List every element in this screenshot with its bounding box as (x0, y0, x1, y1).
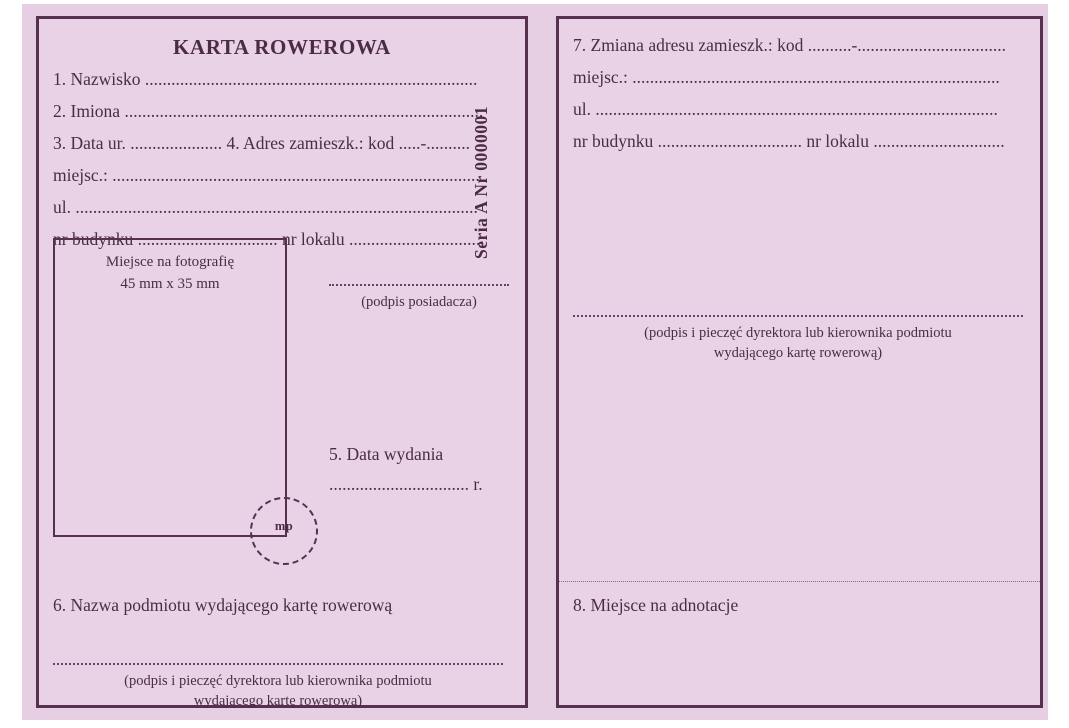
back-issuer-caption-line-2: wydającego kartę rowerową) (713, 344, 883, 361)
issuer-signature-rule (53, 663, 503, 665)
field-6-label: 6. Nazwa podmiotu wydającego kartę rowerową (53, 595, 393, 615)
field-ulica: ul. ............................................................................................ (53, 197, 478, 217)
back-issuer-signature-caption (573, 324, 1023, 363)
field-data-ur-adres: 3. Data ur. ..................... 4. Adres zamieszk.: kod .....-.......... (53, 133, 471, 153)
issuer-caption-line-1: (podpis i pieczęć dyrektora lub kierownika podmiotu (124, 673, 432, 689)
photo-placeholder-box (53, 238, 287, 537)
seal-mark-label: mp (274, 519, 294, 533)
back-field-ulica: ul. ............................................................................................ (573, 99, 998, 119)
card-front-panel (36, 16, 528, 708)
serial-number: Seria A Nr 0000001 (471, 105, 491, 259)
field-imiona: 2. Imiona .................................................................................. (53, 101, 484, 121)
field-5-label: 5. Data wydania (329, 444, 444, 464)
photo-placeholder-caption (55, 252, 285, 296)
owner-signature-caption: (podpis posiadacza) (361, 294, 477, 310)
back-field-nr-budynku: nr budynku ................................. nr lokalu .............................. (573, 131, 1005, 151)
field-8-label: 8. Miejsce na adnotacje (573, 595, 739, 615)
photo-caption-line-2: 45 mm x 35 mm (120, 275, 220, 292)
field-nr-budynku: nr budynku ................................ nr lokalu ............................... (53, 229, 485, 249)
back-issuer-signature-rule (573, 315, 1023, 317)
field-nazwisko: 1. Nazwisko ............................................................................ (53, 69, 478, 89)
owner-signature-rule (329, 284, 509, 286)
photo-caption-line-1: Miejsce na fotografię (105, 254, 235, 270)
annotations-divider (559, 581, 1040, 582)
issuer-signature-caption (53, 672, 503, 711)
back-field-miejscowosc: miejsc.: .................................................................................... (573, 67, 1000, 87)
field-miejscowosc: miejsc.: .................................................................................... (53, 165, 480, 185)
field-7-zmiana-adresu: 7. Zmiana adresu zamieszk.: kod ..........-.................................. (573, 35, 1007, 55)
back-issuer-caption-line-1: (podpis i pieczęć dyrektora lub kierownika podmiotu (644, 325, 952, 341)
field-5-value: ................................ r. (329, 474, 483, 494)
page-title: KARTA ROWEROWA (173, 35, 391, 59)
issuer-caption-line-2: wydającego kartę rowerową) (193, 692, 363, 709)
card-back-panel (556, 16, 1043, 708)
